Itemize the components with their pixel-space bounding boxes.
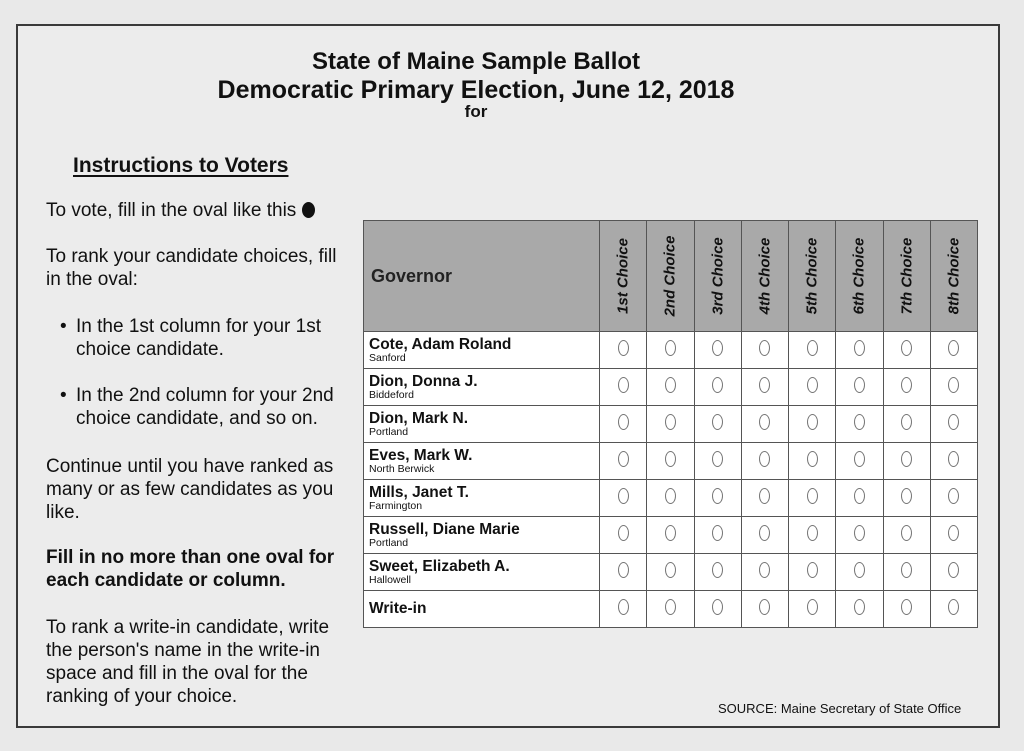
vote-oval[interactable] [854,451,865,467]
oval-cell [694,554,741,591]
oval-cell [647,554,694,591]
oval-cell [836,480,883,517]
vote-oval[interactable] [618,451,629,467]
candidate-cell [364,554,600,591]
vote-oval[interactable] [759,562,770,578]
oval-cell [741,517,788,554]
candidate-name: Sweet, Elizabeth A. [369,557,510,575]
vote-oval[interactable] [618,599,629,615]
candidate-name: Dion, Mark N. [369,409,469,427]
candidate-row [364,480,978,517]
vote-oval[interactable] [712,562,723,578]
vote-oval[interactable] [854,488,865,504]
choice-column-header: 7th Choice [883,221,930,332]
oval-cell [694,369,741,406]
instruction-continue: Continue until you have ranked as many or as few candidates as you like. [46,456,334,523]
oval-cell [883,591,930,628]
oval-cell [789,554,836,591]
candidate-town: Biddeford [369,388,414,401]
candidate-name: Dion, Donna J. [369,372,478,390]
choice-column-header: 1st Choice [600,221,647,332]
oval-cell [789,591,836,628]
candidate-name: Cote, Adam Roland [369,335,512,353]
choice-column-header: 4th Choice [741,221,788,332]
oval-cell [694,406,741,443]
candidate-row [364,591,978,628]
oval-cell [600,332,647,369]
ballot-body [364,332,978,628]
oval-cell [789,443,836,480]
office-heading: Governor [364,221,600,332]
vote-oval[interactable] [759,414,770,430]
oval-cell [647,443,694,480]
oval-cell [836,369,883,406]
vote-oval[interactable] [948,414,959,430]
oval-cell [930,369,977,406]
oval-cell [930,591,977,628]
vote-oval[interactable] [901,525,912,541]
choice-column-header: 6th Choice [836,221,883,332]
candidate-name: Eves, Mark W. [369,446,473,464]
instruction-fill-oval: To vote, fill in the oval like this [46,199,346,222]
vote-oval[interactable] [901,562,912,578]
vote-oval[interactable] [618,525,629,541]
vote-oval[interactable] [712,377,723,393]
oval-cell [789,406,836,443]
oval-cell [789,369,836,406]
vote-oval[interactable] [807,451,818,467]
vote-oval[interactable] [759,451,770,467]
bullet-icon: • [60,385,67,406]
oval-cell [789,480,836,517]
candidate-row [364,406,978,443]
vote-oval[interactable] [854,377,865,393]
oval-cell [883,369,930,406]
oval-cell [694,443,741,480]
oval-cell [741,406,788,443]
oval-cell [741,554,788,591]
vote-oval[interactable] [901,488,912,504]
vote-oval[interactable] [948,340,959,356]
vote-oval[interactable] [665,377,676,393]
candidate-cell [364,443,600,480]
instructions-heading: Instructions to Voters [73,154,289,177]
oval-cell [694,480,741,517]
ballot-table [363,220,978,628]
vote-oval[interactable] [759,525,770,541]
candidate-cell [364,332,600,369]
vote-oval[interactable] [854,340,865,356]
vote-oval[interactable] [807,414,818,430]
ballot-for: for [464,102,488,121]
vote-oval[interactable] [854,525,865,541]
oval-cell [789,332,836,369]
oval-cell [836,443,883,480]
oval-cell [930,406,977,443]
candidate-row [364,443,978,480]
vote-oval[interactable] [618,562,629,578]
candidate-cell [364,591,600,628]
oval-cell [647,480,694,517]
vote-oval[interactable] [901,340,912,356]
vote-oval[interactable] [759,377,770,393]
vote-oval[interactable] [665,599,676,615]
oval-cell [836,591,883,628]
source-credit: SOURCE: Maine Secretary of State Office [718,701,962,716]
choice-column-header: 2nd Choice [647,221,694,332]
vote-oval[interactable] [712,599,723,615]
ballot-header-row [364,221,978,332]
oval-cell [600,591,647,628]
oval-cell [647,369,694,406]
vote-oval[interactable] [807,599,818,615]
oval-cell [930,517,977,554]
vote-oval[interactable] [665,525,676,541]
vote-oval[interactable] [901,414,912,430]
candidate-name: Russell, Diane Marie [369,520,520,538]
vote-oval[interactable] [854,599,865,615]
candidate-cell [364,517,600,554]
vote-oval[interactable] [618,340,629,356]
vote-oval[interactable] [712,525,723,541]
candidate-cell [364,369,600,406]
vote-oval[interactable] [807,488,818,504]
candidate-town: Portland [369,536,409,549]
oval-cell [883,406,930,443]
vote-oval[interactable] [901,451,912,467]
instruction-bullet-1: • In the 1st column for your 1st choice candidate. [60,316,322,360]
oval-cell [600,369,647,406]
candidate-town: Sanford [369,351,406,364]
oval-cell [600,554,647,591]
vote-oval[interactable] [712,414,723,430]
vote-oval[interactable] [901,377,912,393]
oval-cell [741,332,788,369]
instruction-limit: Fill in no more than one oval for each candidate or column. [46,547,335,591]
vote-oval[interactable] [854,414,865,430]
oval-cell [694,332,741,369]
vote-oval[interactable] [712,451,723,467]
choice-column-header: 8th Choice [930,221,977,332]
instruction-bullet-2: • In the 2nd column for your 2nd choice candidate, and so on. [60,385,334,429]
vote-oval[interactable] [948,562,959,578]
vote-oval[interactable] [948,599,959,615]
oval-cell [741,591,788,628]
oval-cell [883,480,930,517]
vote-oval[interactable] [807,562,818,578]
oval-cell [647,517,694,554]
vote-oval[interactable] [665,414,676,430]
oval-cell [836,517,883,554]
vote-oval[interactable] [712,488,723,504]
candidate-town: Hallowell [369,573,412,586]
candidate-town: Farmington [369,499,423,512]
oval-cell [930,443,977,480]
bullet-icon: • [60,316,67,337]
vote-oval[interactable] [759,340,770,356]
instruction-write-in: To rank a write-in candidate, write the person's name in the write-in space and fill in the oval for the ranking of your choice. [46,617,330,707]
candidate-town: Portland [369,425,409,438]
oval-cell [600,517,647,554]
candidate-name: Write-in [369,600,427,617]
ballot-title: State of Maine Sample Ballot [311,48,641,75]
oval-cell [600,406,647,443]
oval-cell [930,332,977,369]
oval-cell [883,517,930,554]
choice-column-header: 5th Choice [789,221,836,332]
oval-cell [600,480,647,517]
oval-cell [930,480,977,517]
vote-oval[interactable] [665,451,676,467]
candidate-row [364,332,978,369]
instruction-rank: To rank your candidate choices, fill in the oval: [46,246,337,290]
vote-oval[interactable] [712,340,723,356]
oval-cell [883,443,930,480]
ballot-subtitle: Democratic Primary Election, June 12, 2018 [217,76,735,104]
vote-oval[interactable] [807,525,818,541]
vote-oval[interactable] [948,377,959,393]
candidate-name: Mills, Janet T. [369,483,469,501]
oval-cell [694,517,741,554]
oval-cell [741,480,788,517]
vote-oval[interactable] [854,562,865,578]
filled-oval-icon [302,202,315,218]
candidate-row [364,554,978,591]
vote-oval[interactable] [901,599,912,615]
vote-oval[interactable] [665,340,676,356]
vote-oval[interactable] [759,599,770,615]
choice-column-header: 3rd Choice [694,221,741,332]
vote-oval[interactable] [948,525,959,541]
vote-oval[interactable] [618,488,629,504]
oval-cell [836,554,883,591]
oval-cell [741,369,788,406]
vote-oval[interactable] [618,377,629,393]
oval-cell [600,443,647,480]
vote-oval[interactable] [948,451,959,467]
candidate-cell [364,406,600,443]
vote-oval[interactable] [618,414,629,430]
oval-cell [647,406,694,443]
vote-oval[interactable] [807,377,818,393]
candidate-town: North Berwick [369,462,435,475]
vote-oval[interactable] [807,340,818,356]
vote-oval[interactable] [948,488,959,504]
oval-cell [647,591,694,628]
oval-cell [930,554,977,591]
candidate-row [364,517,978,554]
vote-oval[interactable] [665,488,676,504]
oval-cell [836,406,883,443]
oval-cell [694,591,741,628]
vote-oval[interactable] [759,488,770,504]
oval-cell [883,332,930,369]
vote-oval[interactable] [665,562,676,578]
oval-cell [789,517,836,554]
oval-cell [836,332,883,369]
oval-cell [741,443,788,480]
candidate-cell [364,480,600,517]
oval-cell [647,332,694,369]
candidate-row [364,369,978,406]
oval-cell [883,554,930,591]
